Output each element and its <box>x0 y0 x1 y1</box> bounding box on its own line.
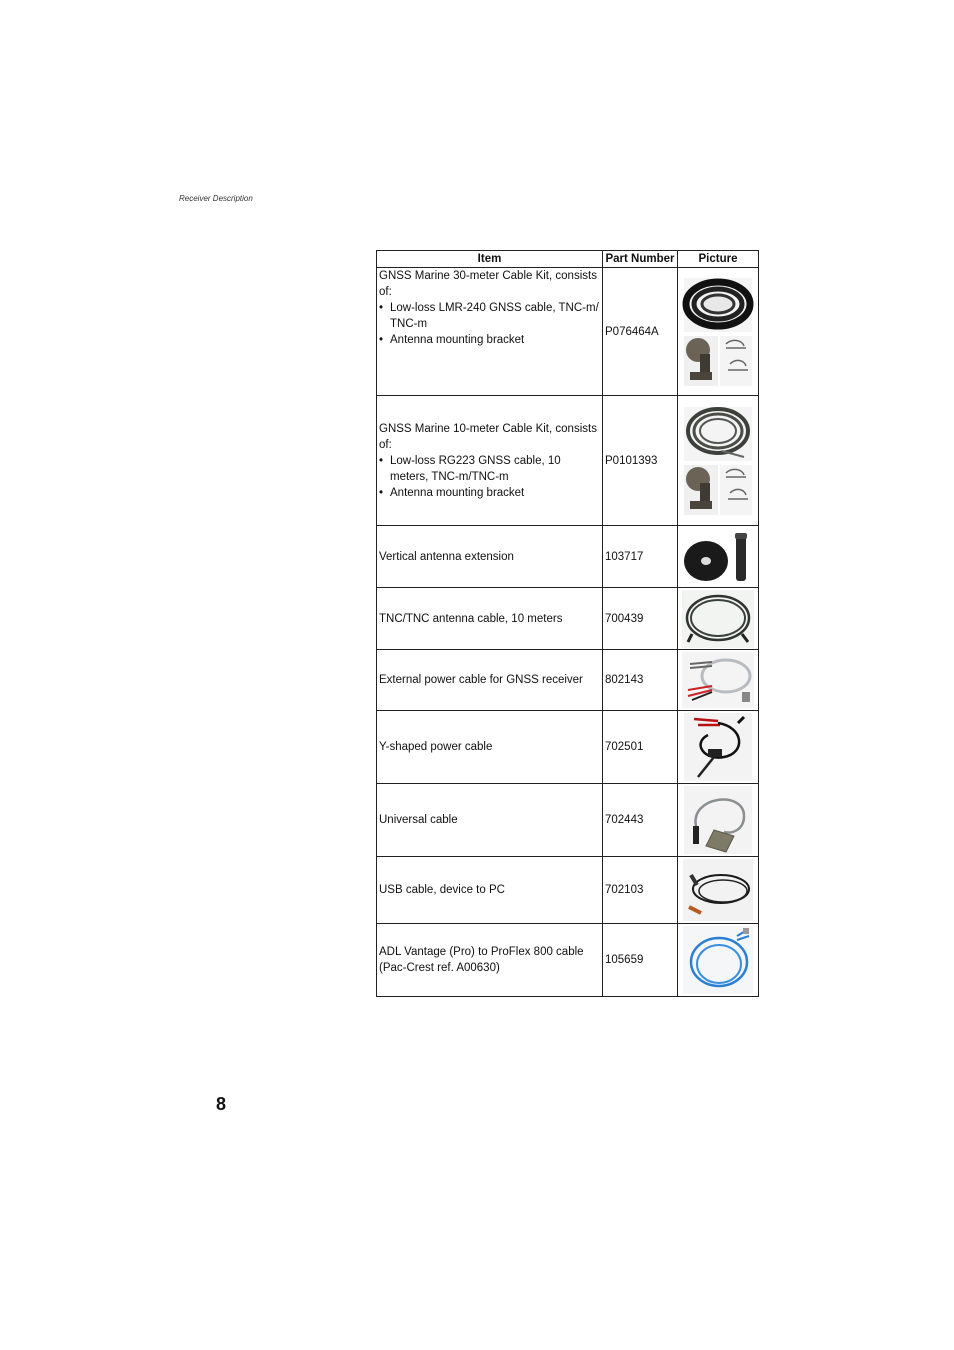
item-cell: ADL Vantage (Pro) to ProFlex 800 cable (Pac-Crest ref. A00630) <box>377 924 603 997</box>
parts-table <box>376 250 759 997</box>
picture-cell <box>678 924 759 997</box>
part-number-cell: 103717 <box>603 526 678 588</box>
column-header-picture: Picture <box>678 251 759 268</box>
table-row <box>377 711 759 784</box>
y-power-cable-image <box>684 713 752 781</box>
cable-kit-10m-with-bracket-image <box>682 405 754 517</box>
column-header-part-number: Part Number <box>603 251 678 268</box>
item-cell: External power cable for GNSS receiver <box>377 650 603 711</box>
part-number-cell: 105659 <box>603 924 678 997</box>
table-row <box>377 588 759 650</box>
item-bullet: • Low-loss RG223 GNSS cable, 10 meters, TNC-m/TNC-m <box>379 453 600 485</box>
item-cell: USB cable, device to PC <box>377 857 603 924</box>
picture-cell <box>678 650 759 711</box>
usb-cable-image <box>683 859 753 921</box>
item-bullet: • Antenna mounting bracket <box>379 485 600 501</box>
item-bullets <box>379 300 600 348</box>
picture-cell <box>678 526 759 588</box>
item-bullet: • Antenna mounting bracket <box>379 332 600 348</box>
part-number-cell: 702103 <box>603 857 678 924</box>
picture-cell <box>678 588 759 650</box>
cable-kit-30m-with-bracket-image <box>682 276 754 388</box>
item-cell: TNC/TNC antenna cable, 10 meters <box>377 588 603 650</box>
table-row <box>377 650 759 711</box>
part-number-cell: 802143 <box>603 650 678 711</box>
picture-cell <box>678 784 759 857</box>
item-cell: Y-shaped power cable <box>377 711 603 784</box>
part-number-cell: 700439 <box>603 588 678 650</box>
tnc-cable-image <box>682 590 754 648</box>
item-bullets <box>379 453 600 501</box>
table-row <box>377 268 759 396</box>
table-row <box>377 396 759 526</box>
picture-cell <box>678 268 759 396</box>
table-row <box>377 526 759 588</box>
table-header-row <box>377 251 759 268</box>
item-text: GNSS Marine 10-meter Cable Kit, consists of: <box>379 422 597 451</box>
item-text: GNSS Marine 30-meter Cable Kit, consists of: <box>379 270 597 298</box>
page-number: 8 <box>216 1094 227 1114</box>
table-row <box>377 784 759 857</box>
table-row <box>377 857 759 924</box>
item-cell <box>377 396 603 526</box>
item-cell <box>377 268 603 396</box>
part-number-cell: P0101393 <box>603 396 678 526</box>
table-row <box>377 924 759 997</box>
item-cell: Universal cable <box>377 784 603 857</box>
part-number-cell: P076464A <box>603 268 678 396</box>
picture-cell <box>678 711 759 784</box>
item-bullet: • Low-loss LMR-240 GNSS cable, TNC-m/ TNC-m <box>379 300 600 332</box>
picture-cell <box>678 396 759 526</box>
universal-cable-image <box>684 786 752 854</box>
running-header: Receiver Description <box>179 194 253 203</box>
column-header-item: Item <box>377 251 603 268</box>
antenna-extension-image <box>680 529 758 585</box>
part-number-cell: 702501 <box>603 711 678 784</box>
adl-cable-image <box>683 926 753 994</box>
part-number-cell: 702443 <box>603 784 678 857</box>
item-cell: Vertical antenna extension <box>377 526 603 588</box>
power-cable-image <box>682 652 754 708</box>
picture-cell <box>678 857 759 924</box>
